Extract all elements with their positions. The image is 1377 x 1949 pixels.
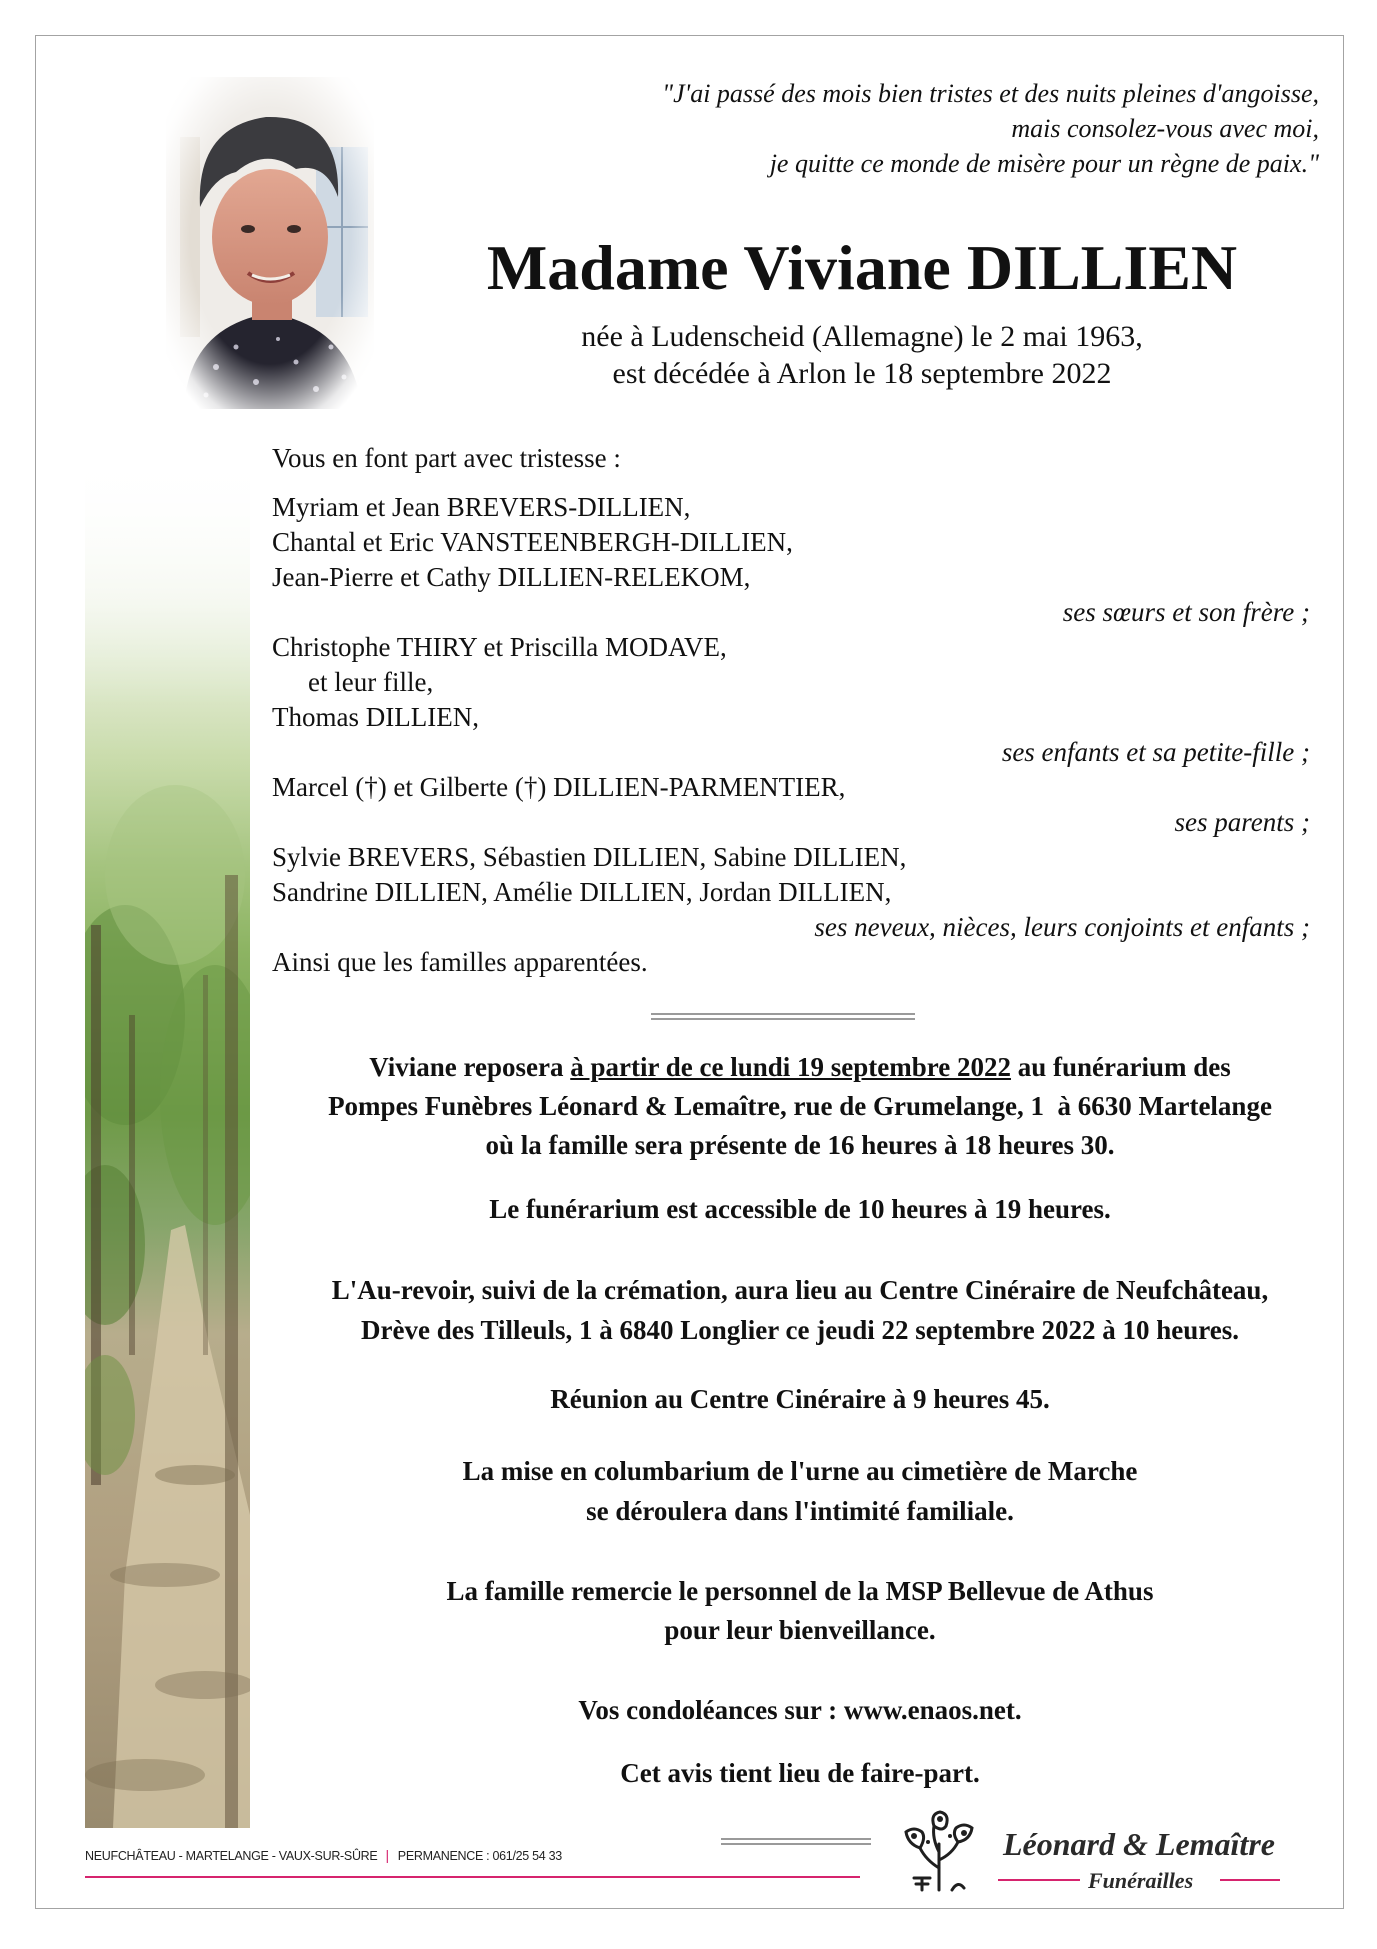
family-intro: Vous en font part avec tristesse :: [272, 443, 621, 473]
tagline-accent-line: [1220, 1879, 1280, 1881]
family-closing: Ainsi que les familles apparentées.: [272, 947, 648, 977]
family-member-line: Sylvie BREVERS, Sébastien DILLIEN, Sabine DILLIEN,: [272, 842, 907, 872]
visitation-address: Pompes Funèbres Léonard & Lemaître, rue de Grumelange, 1 à 6630 Martelange: [328, 1091, 1272, 1121]
quote-line: "J'ai passé des mois bien tristes et des nuits pleines d'angoisse,: [662, 79, 1319, 108]
family-list: [272, 490, 1310, 980]
quote-line: je quitte ce monde de misère pour un règne de paix.": [769, 149, 1319, 178]
birth-line: née à Ludenscheid (Allemagne) le 2 mai 1963,: [581, 320, 1143, 353]
footer-permanence: PERMANENCE : 061/25 54 33: [397, 1849, 562, 1863]
farewell-info: [262, 1270, 1338, 1350]
family-member-line: Chantal et Eric VANSTEENBERGH-DILLIEN,: [272, 527, 793, 557]
deceased-name: Madame Viviane DILLIEN: [486, 232, 1238, 303]
thanks-info: [262, 1572, 1338, 1650]
funeral-home-hours: Le funérarium est accessible de 10 heures à 19 heures.: [489, 1194, 1111, 1224]
family-relation: ses parents ;: [1174, 807, 1310, 837]
farewell-line: L'Au-revoir, suivi de la crémation, aura lieu au Centre Cinéraire de Neufchâteau,: [331, 1275, 1269, 1305]
family-member-line: et leur fille,: [308, 667, 434, 697]
brand-name: Léonard & Lemaître: [1003, 1826, 1275, 1862]
thanks-line: La famille remercie le personnel de la MSP Bellevue de Athus: [446, 1576, 1154, 1606]
visitation-info: [262, 1048, 1338, 1165]
family-relation: ses enfants et sa petite-fille ;: [1001, 737, 1310, 767]
family-relation: ses neveux, nièces, leurs conjoints et enfants ;: [814, 912, 1310, 942]
family-member-line: Sandrine DILLIEN, Amélie DILLIEN, Jordan DILLIEN,: [272, 877, 892, 907]
quote: [499, 76, 1319, 181]
visitation-line: [262, 1048, 1338, 1087]
death-line: est décédée à Arlon le 18 septembre 2022: [612, 357, 1112, 390]
columbarium-line: se déroulera dans l'intimité familiale.: [586, 1496, 1014, 1526]
condolences-info: Vos condoléances sur : www.enaos.net.: [578, 1695, 1022, 1725]
quote-line: mais consolez-vous avec moi,: [1011, 114, 1319, 143]
footer-locations: NEUFCHÂTEAU - MARTELANGE - VAUX-SUR-SÛRE: [85, 1849, 378, 1863]
farewell-line: Drève des Tilleuls, 1 à 6840 Longlier ce jeudi 22 septembre 2022 à 10 heures.: [361, 1315, 1239, 1345]
family-member-line: Jean-Pierre et Cathy DILLIEN-RELEKOM,: [272, 562, 751, 592]
visitation-date: à partir de ce lundi 19 septembre 2022: [570, 1052, 1011, 1082]
thanks-line: pour leur bienveillance.: [664, 1615, 936, 1645]
family-member-line: Myriam et Jean BREVERS-DILLIEN,: [272, 492, 691, 522]
columbarium-line: La mise en columbarium de l'urne au cimetière de Marche: [462, 1456, 1138, 1486]
footer-contact: [85, 1846, 562, 1864]
portrait-photo: [166, 77, 374, 409]
family-member-line: Christophe THIRY et Priscilla MODAVE,: [272, 632, 727, 662]
tagline-accent-line: [998, 1879, 1080, 1881]
notice-info: Cet avis tient lieu de faire-part.: [620, 1758, 980, 1788]
family-relation: ses sœurs et son frère ;: [1062, 597, 1310, 627]
visitation-text: Viviane reposera: [369, 1052, 571, 1082]
family-member-line: Marcel (†) et Gilberte (†) DILLIEN-PARMENTIER,: [272, 772, 846, 802]
columbarium-info: [262, 1451, 1338, 1531]
forest-path-image: [85, 455, 250, 1828]
tree-icon: [892, 1808, 986, 1892]
section-divider: [651, 1013, 915, 1020]
footer-separator: |: [385, 1847, 389, 1863]
logo-divider: [721, 1838, 871, 1845]
meeting-info: Réunion au Centre Cinéraire à 9 heures 45.: [550, 1384, 1050, 1414]
footer-accent-line: [85, 1876, 860, 1878]
visitation-text: au funérarium des: [1010, 1052, 1231, 1082]
birth-death-info: [400, 318, 1324, 392]
brand-tagline: Funérailles: [1088, 1868, 1194, 1893]
family-member-line: Thomas DILLIEN,: [272, 702, 479, 732]
visitation-hours: où la famille sera présente de 16 heures à 18 heures 30.: [485, 1130, 1115, 1160]
